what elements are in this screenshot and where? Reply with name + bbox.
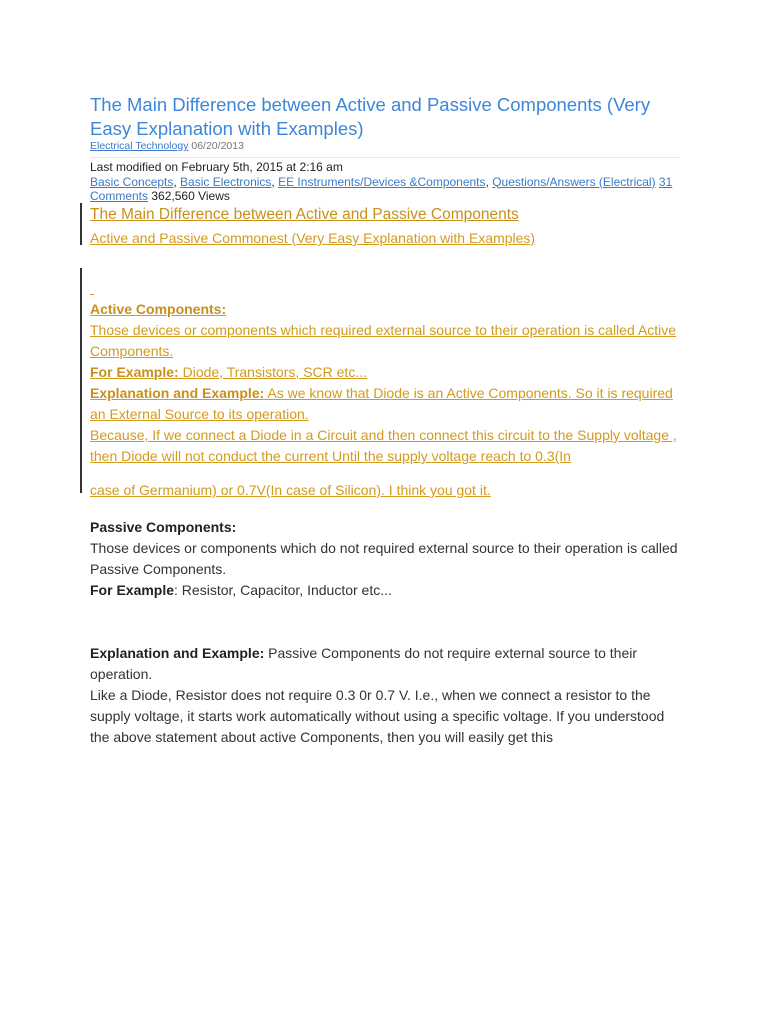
passive-paragraph: Like a Diode, Resistor does not require 0.3 0r 0.7 V. I.e., when we connect a resistor to the supply voltage, it starts work automatically without using a specific voltage. If you understood the above statement about active Components, then you will easily get this	[90, 687, 665, 745]
margin-bar-middle	[80, 268, 82, 493]
active-components-section	[90, 278, 682, 501]
post-date: 06/20/2013	[191, 140, 244, 152]
category-link-basic-electronics[interactable]: Basic Electronics	[180, 174, 272, 189]
active-explanation-text: As we know that Diode is an Active Components. So it is required an External Source to its operation.	[90, 385, 673, 422]
margin-bar-top	[80, 203, 82, 245]
divider	[90, 157, 680, 158]
category-link-basic-concepts[interactable]: Basic Concepts	[90, 174, 174, 189]
passive-components-section	[90, 517, 682, 748]
passive-explanation-label: Explanation and Example:	[90, 645, 265, 661]
passive-heading: Passive Components:	[90, 519, 237, 535]
active-definition: Those devices or components which required external source to their operation is called Active Components.	[90, 322, 676, 359]
category-link-ee-instruments[interactable]: EE Instruments/Devices &Components	[278, 174, 486, 189]
body-heading[interactable]: The Main Difference between Active and Passive Components	[90, 206, 519, 223]
comments-link[interactable]: 31 Comments	[90, 174, 673, 203]
article-meta	[90, 160, 685, 204]
active-heading: Active Components:	[90, 301, 227, 317]
author-link[interactable]: Electrical Technology	[90, 140, 189, 152]
passive-example-label: For Example	[90, 582, 175, 598]
article-title: The Main Difference between Active and Passive Components (Very Easy Explanation with Examples)	[90, 94, 651, 139]
category-list: Basic Concepts, Basic Electronics, EE Instruments/Devices &Components, Questions/Answers (Electrical) 31 Comments 362,560 Views	[90, 174, 673, 203]
active-because-text: Because, If we connect a Diode in a Circuit and then connect this circuit to the Supply voltage , then Diode will not conduct the current Until the supply voltage reach to 0.3(In	[90, 427, 677, 464]
last-modified: Last modified on February 5th, 2015 at 2:16 am	[90, 160, 343, 174]
byline	[90, 140, 244, 153]
category-link-questions-answers[interactable]: Questions/Answers (Electrical)	[492, 174, 656, 189]
body-subheading[interactable]: Active and Passive Commonest (Very Easy Explanation with Examples)	[90, 230, 536, 246]
passive-example-text: : Resistor, Capacitor, Inductor etc...	[174, 582, 392, 598]
active-because-text-2: case of Germanium) or 0.7V(In case of Silicon). I think you got it.	[90, 482, 491, 498]
passive-definition: Those devices or components which do not required external source to their operation is called Passive Components.	[90, 540, 678, 577]
active-explanation-label: Explanation and Example:	[90, 385, 265, 401]
active-example-text: Diode, Transistors, SCR etc...	[178, 364, 367, 380]
passive-explanation-text: Passive Components do not require external source to their operation.	[90, 645, 638, 682]
views-count: 362,560 Views	[151, 189, 230, 203]
active-example-label: For Example:	[90, 364, 179, 380]
